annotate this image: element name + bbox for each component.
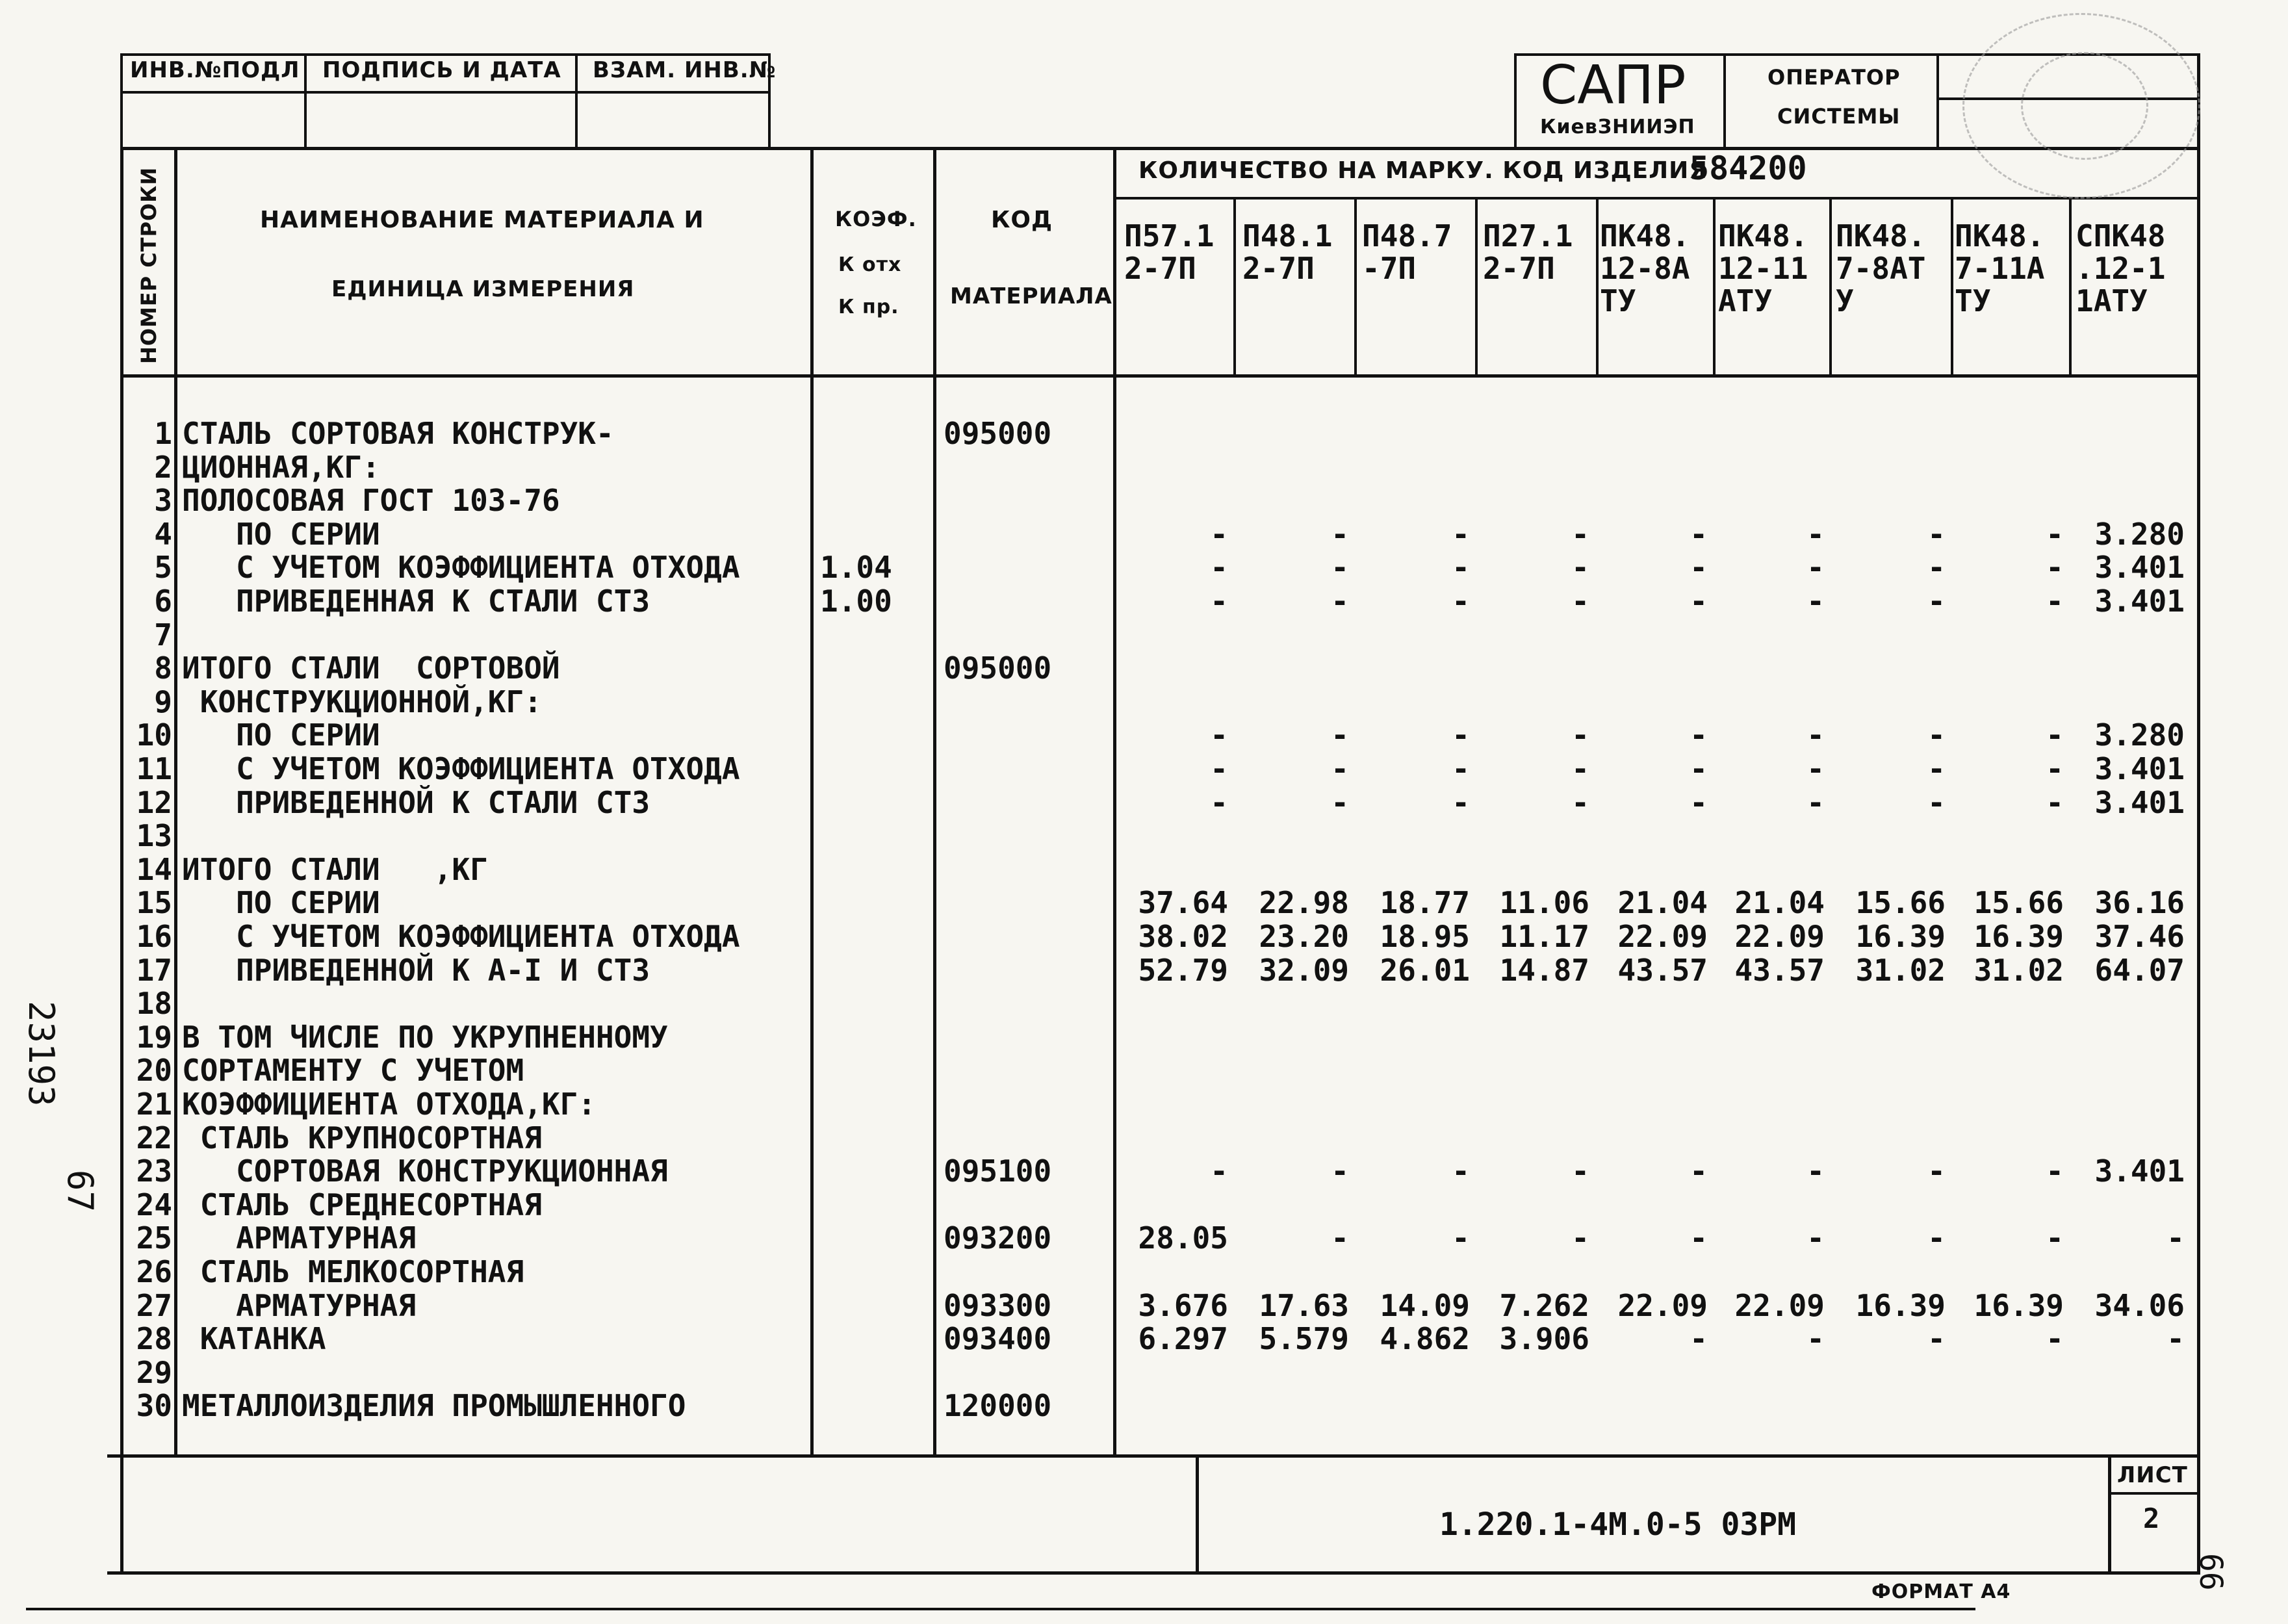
row-value: - bbox=[2046, 1220, 2064, 1256]
row-number: 25 bbox=[136, 1220, 172, 1256]
row-value: 22.09 bbox=[1734, 1287, 1825, 1323]
row-coefficient: 1.04 bbox=[820, 550, 892, 586]
row-value: 14.09 bbox=[1380, 1287, 1470, 1323]
frame-right-line bbox=[2197, 53, 2200, 1573]
row-value: 31.02 bbox=[1855, 952, 1946, 988]
row-value: 17.63 bbox=[1259, 1287, 1349, 1323]
quantity-label: КОЛИЧЕСТВО НА МАРКУ. КОД ИЗДЕЛИЯ bbox=[1138, 157, 1708, 184]
format-label: ФОРМАТ А4 bbox=[1871, 1580, 2011, 1603]
row-value: - bbox=[1806, 516, 1825, 552]
row-value: - bbox=[1571, 784, 1589, 820]
row-material-code: 093400 bbox=[944, 1321, 1052, 1357]
row-value: 3.280 bbox=[2094, 717, 2185, 753]
row-value: 38.02 bbox=[1138, 919, 1228, 954]
row-value: - bbox=[1210, 584, 1228, 619]
row-value: 3.401 bbox=[2094, 784, 2185, 820]
row-material-name: СТАЛЬ КРУПНОСОРТНАЯ bbox=[182, 1120, 542, 1155]
row-value: - bbox=[1210, 550, 1228, 586]
row-number: 19 bbox=[136, 1019, 172, 1055]
row-material-name: С УЧЕТОМ КОЭФФИЦИЕНТА ОТХОДА bbox=[182, 550, 740, 586]
row-value: 3.401 bbox=[2094, 550, 2185, 586]
row-value: 3.401 bbox=[2094, 1154, 2185, 1189]
row-value: 37.64 bbox=[1138, 885, 1228, 921]
row-number: 6 bbox=[154, 584, 172, 619]
header-name-line-2: ЕДИНИЦА ИЗМЕРЕНИЯ bbox=[331, 276, 635, 302]
row-value: - bbox=[2166, 1321, 2185, 1357]
header-coef-line-3: К пр. bbox=[838, 296, 899, 318]
header-coef-line-2: К отх bbox=[838, 253, 902, 276]
row-value: - bbox=[1690, 784, 1708, 820]
row-value: - bbox=[1806, 717, 1825, 753]
row-value: - bbox=[1690, 1154, 1708, 1189]
prod-sep-6 bbox=[1829, 197, 1832, 376]
col-head-1: П57.1 2-7П bbox=[1124, 218, 1215, 286]
row-value: - bbox=[2046, 550, 2064, 586]
row-material-name: МЕТАЛЛОИЗДЕЛИЯ ПРОМЫШЛЕННОГО bbox=[182, 1388, 686, 1424]
row-number: 28 bbox=[136, 1321, 172, 1357]
row-value: - bbox=[1331, 1220, 1349, 1256]
row-material-name: АРМАТУРНАЯ bbox=[182, 1220, 417, 1256]
frame-top-line bbox=[120, 147, 2200, 150]
row-value: - bbox=[1452, 1220, 1470, 1256]
row-value: - bbox=[1806, 584, 1825, 619]
row-number: 12 bbox=[136, 784, 172, 820]
title-box-div2 bbox=[1936, 53, 1939, 149]
row-value: 3.676 bbox=[1138, 1287, 1228, 1323]
row-value: 5.579 bbox=[1259, 1321, 1349, 1357]
row-material-name: С УЧЕТОМ КОЭФФИЦИЕНТА ОТХОДА bbox=[182, 751, 740, 786]
row-number: 27 bbox=[136, 1287, 172, 1323]
row-value: 52.79 bbox=[1138, 952, 1228, 988]
row-number: 10 bbox=[136, 717, 172, 753]
row-value: - bbox=[1331, 784, 1349, 820]
row-material-name: КОЭФФИЦИЕНТА ОТХОДА,КГ: bbox=[182, 1087, 596, 1122]
row-value: - bbox=[1927, 751, 1946, 786]
row-value: 22.09 bbox=[1617, 1287, 1708, 1323]
row-material-name: ПРИВЕДЕННОЙ К СТАЛИ СТ3 bbox=[182, 784, 650, 820]
row-value: 16.39 bbox=[1973, 1287, 2064, 1323]
approval-stamp-inner bbox=[2021, 52, 2148, 160]
top-block-mid-line bbox=[120, 91, 770, 94]
row-value: 37.46 bbox=[2094, 919, 2185, 954]
prod-sep-3 bbox=[1475, 197, 1478, 376]
header-code-line-1: КОД bbox=[991, 207, 1053, 233]
row-value: 4.862 bbox=[1380, 1321, 1470, 1357]
row-value: - bbox=[1210, 717, 1228, 753]
row-material-name: ИТОГО СТАЛИ СОРТОВОЙ bbox=[182, 651, 560, 686]
row-value: 64.07 bbox=[2094, 952, 2185, 988]
margin-note-1: 23193 bbox=[21, 1001, 62, 1107]
row-value: 15.66 bbox=[1973, 885, 2064, 921]
row-value: 43.57 bbox=[1617, 952, 1708, 988]
row-number: 7 bbox=[154, 617, 172, 652]
row-value: - bbox=[1690, 1321, 1708, 1357]
row-value: 7.262 bbox=[1499, 1287, 1589, 1323]
row-value: 22.98 bbox=[1259, 885, 1349, 921]
row-value: - bbox=[1571, 1154, 1589, 1189]
row-value: 3.906 bbox=[1499, 1321, 1589, 1357]
row-value: 18.77 bbox=[1380, 885, 1470, 921]
col-head-8: ПК48. 7-11А ТУ bbox=[1955, 218, 2045, 318]
document-code: 1.220.1-4М.0-5 03РМ bbox=[1439, 1506, 1797, 1543]
sheet-number: 2 bbox=[2143, 1502, 2160, 1534]
row-number: 26 bbox=[136, 1254, 172, 1289]
header-code-line-2: МАТЕРИАЛА bbox=[950, 283, 1112, 309]
row-value: 18.95 bbox=[1380, 919, 1470, 954]
row-number: 14 bbox=[136, 851, 172, 887]
col-head-7: ПК48. 7-8АТ У bbox=[1836, 218, 1926, 318]
row-value: - bbox=[1690, 550, 1708, 586]
row-value: - bbox=[1927, 516, 1946, 552]
row-value: - bbox=[1452, 784, 1470, 820]
col-head-6: ПК48. 12-11 АТУ bbox=[1718, 218, 1808, 318]
row-value: - bbox=[1806, 751, 1825, 786]
row-value: 16.39 bbox=[1855, 919, 1946, 954]
row-value: 23.20 bbox=[1259, 919, 1349, 954]
row-value: - bbox=[1690, 1220, 1708, 1256]
row-value: - bbox=[1210, 751, 1228, 786]
row-value: - bbox=[1927, 1220, 1946, 1256]
row-number: 18 bbox=[136, 986, 172, 1022]
prod-sep-8 bbox=[2069, 197, 2072, 376]
row-value: 26.01 bbox=[1380, 952, 1470, 988]
row-value: - bbox=[1806, 550, 1825, 586]
header-coef-line-1: КОЭФ. bbox=[835, 207, 917, 231]
row-material-name: КАТАНКА bbox=[182, 1321, 326, 1357]
row-value: - bbox=[1690, 717, 1708, 753]
row-number: 17 bbox=[136, 952, 172, 988]
row-value: - bbox=[1806, 1321, 1825, 1357]
row-value: - bbox=[1452, 751, 1470, 786]
top-label-signature: ПОДПИСЬ И ДАТА bbox=[322, 57, 561, 83]
row-value: 43.57 bbox=[1734, 952, 1825, 988]
row-material-name: ЦИОННАЯ,КГ: bbox=[182, 449, 380, 485]
quantity-header-line bbox=[1113, 197, 2200, 200]
row-value: - bbox=[1927, 717, 1946, 753]
row-value: - bbox=[1690, 584, 1708, 619]
row-value: 31.02 bbox=[1973, 952, 2064, 988]
title-box-div1 bbox=[1723, 53, 1726, 149]
row-material-name: ПРИВЕДЕННОЙ К А-I И СТ3 bbox=[182, 952, 650, 988]
footer-sep-2 bbox=[2108, 1454, 2111, 1573]
row-value: - bbox=[2046, 751, 2064, 786]
row-value: - bbox=[2046, 584, 2064, 619]
col-head-5: ПК48. 12-8А ТУ bbox=[1600, 218, 1690, 318]
row-value: - bbox=[1452, 717, 1470, 753]
row-number: 23 bbox=[136, 1154, 172, 1189]
row-value: - bbox=[1452, 1154, 1470, 1189]
row-value: - bbox=[1571, 717, 1589, 753]
row-material-name: В ТОМ ЧИСЛЕ ПО УКРУПНЕННОМУ bbox=[182, 1019, 668, 1055]
row-material-code: 093300 bbox=[944, 1287, 1052, 1323]
row-number: 9 bbox=[154, 684, 172, 719]
row-value: - bbox=[1210, 516, 1228, 552]
row-value: - bbox=[1927, 1321, 1946, 1357]
row-value: - bbox=[1690, 751, 1708, 786]
prod-sep-1 bbox=[1233, 197, 1236, 376]
row-value: - bbox=[1452, 550, 1470, 586]
footer-sep-1 bbox=[1196, 1454, 1199, 1573]
top-label-inv: ИНВ.№ПОДЛ bbox=[130, 57, 300, 83]
row-value: 21.04 bbox=[1617, 885, 1708, 921]
row-value: 32.09 bbox=[1259, 952, 1349, 988]
row-value: - bbox=[2046, 1321, 2064, 1357]
row-number: 20 bbox=[136, 1053, 172, 1089]
row-value: - bbox=[1571, 516, 1589, 552]
col-sep-coef bbox=[933, 147, 936, 1456]
row-number: 2 bbox=[154, 449, 172, 485]
row-number: 22 bbox=[136, 1120, 172, 1155]
row-number: 13 bbox=[136, 818, 172, 854]
col-head-2: П48.1 2-7П bbox=[1242, 218, 1333, 286]
row-material-name: С УЧЕТОМ КОЭФФИЦИЕНТА ОТХОДА bbox=[182, 919, 740, 954]
row-value: 22.09 bbox=[1617, 919, 1708, 954]
row-value: - bbox=[1571, 550, 1589, 586]
row-value: - bbox=[1927, 550, 1946, 586]
row-value: 6.297 bbox=[1138, 1321, 1228, 1357]
row-value: 3.401 bbox=[2094, 584, 2185, 619]
operator-line-2: СИСТЕМЫ bbox=[1777, 104, 1901, 129]
row-value: 11.06 bbox=[1499, 885, 1589, 921]
row-material-code: 095000 bbox=[944, 416, 1052, 451]
row-value: - bbox=[1331, 516, 1349, 552]
body-bottom-line bbox=[107, 1454, 2200, 1458]
logo-kievzniiep: КиевЗНИИЭП bbox=[1540, 116, 1695, 138]
row-material-name: КОНСТРУКЦИОННОЙ,КГ: bbox=[182, 684, 542, 719]
row-number: 30 bbox=[136, 1388, 172, 1424]
row-value: - bbox=[1806, 1154, 1825, 1189]
row-value: - bbox=[1806, 1220, 1825, 1256]
row-material-name: ПО СЕРИИ bbox=[182, 516, 380, 552]
row-value: - bbox=[1690, 516, 1708, 552]
sheet-label: ЛИСТ bbox=[2117, 1462, 2188, 1488]
prod-sep-5 bbox=[1713, 197, 1716, 376]
row-number: 8 bbox=[154, 651, 172, 686]
row-value: - bbox=[1571, 751, 1589, 786]
row-material-name: СТАЛЬ СОРТОВАЯ КОНСТРУК- bbox=[182, 416, 614, 451]
row-value: - bbox=[1452, 516, 1470, 552]
row-material-name: ПРИВЕДЕННАЯ К СТАЛИ СТ3 bbox=[182, 584, 650, 619]
row-number: 16 bbox=[136, 919, 172, 954]
row-value: - bbox=[2046, 784, 2064, 820]
row-number: 21 bbox=[136, 1087, 172, 1122]
col-sep-rownum bbox=[174, 147, 177, 1456]
row-value: 21.04 bbox=[1734, 885, 1825, 921]
bottom-rule bbox=[26, 1608, 1975, 1610]
row-material-code: 093200 bbox=[944, 1220, 1052, 1256]
header-name-line-1: НАИМЕНОВАНИЕ МАТЕРИАЛА И bbox=[260, 207, 704, 233]
title-box-left bbox=[1514, 53, 1517, 149]
row-value: 11.17 bbox=[1499, 919, 1589, 954]
row-number: 11 bbox=[136, 751, 172, 786]
top-block-top-line bbox=[120, 53, 770, 56]
row-material-name: ИТОГО СТАЛИ ,КГ bbox=[182, 851, 488, 887]
row-value: 22.09 bbox=[1734, 919, 1825, 954]
row-material-name: СТАЛЬ СРЕДНЕСОРТНАЯ bbox=[182, 1187, 542, 1222]
row-number: 1 bbox=[154, 416, 172, 451]
row-value: 15.66 bbox=[1855, 885, 1946, 921]
row-value: 34.06 bbox=[2094, 1287, 2185, 1323]
row-value: 16.39 bbox=[1855, 1287, 1946, 1323]
col-sep-name bbox=[810, 147, 814, 1456]
row-value: 14.87 bbox=[1499, 952, 1589, 988]
row-value: - bbox=[2046, 717, 2064, 753]
product-code: 584200 bbox=[1690, 149, 1807, 187]
header-row-number: НОМЕР СТРОКИ bbox=[136, 166, 161, 364]
row-number: 24 bbox=[136, 1187, 172, 1222]
logo-sapr: САПР bbox=[1540, 55, 1686, 116]
row-value: 16.39 bbox=[1973, 919, 2064, 954]
row-material-code: 095000 bbox=[944, 651, 1052, 686]
row-material-code: 120000 bbox=[944, 1388, 1052, 1424]
row-number: 4 bbox=[154, 516, 172, 552]
row-material-name: СТАЛЬ МЕЛКОСОРТНАЯ bbox=[182, 1254, 524, 1289]
row-value: - bbox=[2046, 1154, 2064, 1189]
operator-line-1: ОПЕРАТОР bbox=[1767, 65, 1901, 90]
row-coefficient: 1.00 bbox=[820, 584, 892, 619]
prod-sep-4 bbox=[1596, 197, 1599, 376]
prod-sep-7 bbox=[1951, 197, 1953, 376]
row-value: - bbox=[1452, 584, 1470, 619]
row-value: - bbox=[1927, 784, 1946, 820]
row-number: 15 bbox=[136, 885, 172, 921]
col-head-4: П27.1 2-7П bbox=[1483, 218, 1573, 286]
row-material-name: ПОЛОСОВАЯ ГОСТ 103-76 bbox=[182, 483, 560, 519]
frame-bottom-line bbox=[107, 1571, 2200, 1575]
row-material-name: ПО СЕРИИ bbox=[182, 717, 380, 753]
top-label-replace: ВЗАМ. ИНВ.№ bbox=[593, 57, 777, 83]
row-value: - bbox=[1210, 784, 1228, 820]
row-value: 28.05 bbox=[1138, 1220, 1228, 1256]
col-head-3: П48.7 -7П bbox=[1362, 218, 1452, 286]
margin-note-2: 67 bbox=[60, 1170, 101, 1213]
row-value: - bbox=[2166, 1220, 2185, 1256]
row-value: - bbox=[1571, 584, 1589, 619]
row-material-name: АРМАТУРНАЯ bbox=[182, 1287, 417, 1323]
row-number: 5 bbox=[154, 550, 172, 586]
row-value: - bbox=[1331, 717, 1349, 753]
row-value: - bbox=[1571, 1220, 1589, 1256]
row-number: 29 bbox=[136, 1354, 172, 1390]
row-value: - bbox=[1806, 784, 1825, 820]
row-value: 3.401 bbox=[2094, 751, 2185, 786]
row-value: - bbox=[1927, 584, 1946, 619]
top-block-div2 bbox=[575, 53, 578, 149]
row-value: - bbox=[1331, 1154, 1349, 1189]
row-value: - bbox=[1331, 584, 1349, 619]
row-value: - bbox=[1331, 751, 1349, 786]
footer-sheet-line bbox=[2108, 1492, 2200, 1495]
col-head-9: СПК48 .12-1 1АТУ bbox=[2076, 218, 2166, 318]
top-block-left-line bbox=[120, 53, 123, 149]
row-material-name: СОРТОВАЯ КОНСТРУКЦИОННАЯ bbox=[182, 1154, 668, 1189]
row-value: - bbox=[1210, 1154, 1228, 1189]
row-value: - bbox=[2046, 516, 2064, 552]
row-value: 3.280 bbox=[2094, 516, 2185, 552]
side-page-number: 66 bbox=[2192, 1553, 2229, 1591]
row-material-name: ПО СЕРИИ bbox=[182, 885, 380, 921]
row-value: 36.16 bbox=[2094, 885, 2185, 921]
header-bottom-line bbox=[120, 374, 2200, 378]
row-number: 3 bbox=[154, 483, 172, 519]
prod-sep-2 bbox=[1354, 197, 1357, 376]
row-material-name: СОРТАМЕНТУ С УЧЕТОМ bbox=[182, 1053, 524, 1089]
top-block-div1 bbox=[304, 53, 307, 149]
row-value: - bbox=[1927, 1154, 1946, 1189]
row-value: - bbox=[1331, 550, 1349, 586]
row-material-code: 095100 bbox=[944, 1154, 1052, 1189]
